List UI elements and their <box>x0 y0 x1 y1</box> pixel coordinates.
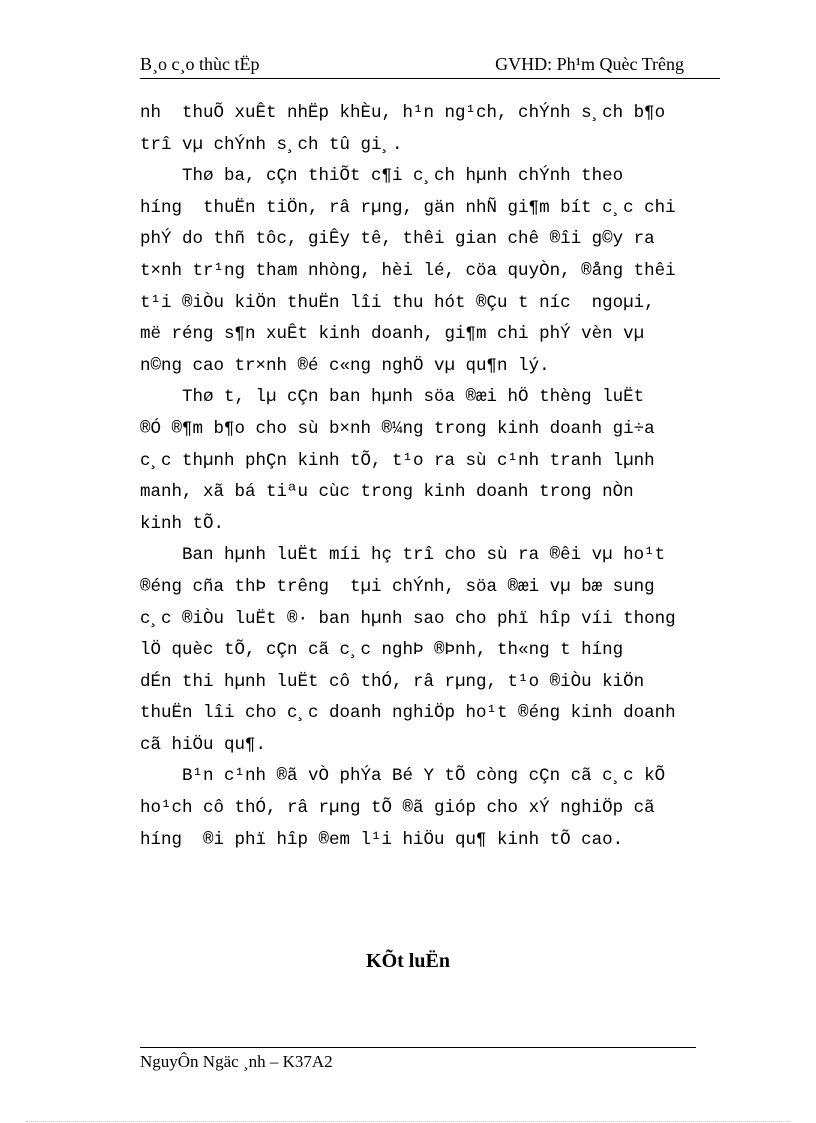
footer-divider <box>140 1047 696 1048</box>
header-report-title: B¸o c¸o thùc tËp <box>140 54 260 74</box>
body-line: c¸c thµnh phÇn kinh tÕ, t¹o ra sù c¹nh tranh lµnh <box>140 450 655 471</box>
body-line: ho¹ch cô thÓ, râ rµng tÕ ®ã gióp cho xÝ nghiÖp cã <box>140 798 655 819</box>
body-line: ®éng cña thÞ trêng tµi chÝnh, söa ®æi vµ bæ sung <box>140 576 655 597</box>
body-line: trî vµ chÝnh s¸ch tû gi¸. <box>140 134 403 155</box>
page-edge <box>26 1121 790 1122</box>
body-line: ®Ó ®¶m b¶o cho sù b×nh ®¼ng trong kinh doanh gi÷a <box>140 418 655 439</box>
footer-author: NguyÔn Ngäc ¸nh – K37A2 <box>140 1052 333 1071</box>
body-line: Thø ba, cÇn thiÕt c¶i c¸ch hµnh chÝnh theo <box>140 166 624 187</box>
body-line: phÝ do thñ tôc, giÊy tê, thêi gian chê ®îi g©y ra <box>140 229 655 250</box>
body-line: më réng s¶n xuÊt kinh doanh, gi¶m chi phÝ vèn vµ <box>140 324 645 345</box>
header-supervisor: GVHD: Ph¹m Quèc Trêng <box>495 54 684 74</box>
body-line: híng thuËn tiÖn, râ rµng, gän nhÑ gi¶m bít c¸c chi <box>140 197 676 218</box>
body-line: Ban hµnh luËt míi hç trî cho sù ra ®êi vµ ho¹t <box>140 545 666 566</box>
conclusion-heading: KÕt luËn <box>366 950 450 972</box>
body-line: cã hiÖu qu¶. <box>140 734 267 755</box>
body-line: n©ng cao tr×nh ®é c«ng nghÖ vµ qu¶n lý. <box>140 355 550 376</box>
body-line: thuËn lîi cho c¸c doanh nghiÖp ho¹t ®éng kinh doanh <box>140 703 676 724</box>
body-line: dÉn thi hµnh luËt cô thÓ, râ rµng, t¹o ®iÒu kiÖn <box>140 671 645 692</box>
body-line: B¹n c¹nh ®ã vÒ phÝa Bé Y tÕ còng cÇn cã c¸c kÕ <box>140 766 666 787</box>
body-line: manh, xã bá tiªu cùc trong kinh doanh trong nÒn <box>140 482 634 503</box>
body-line: Thø t, lµ cÇn ban hµnh söa ®æi hÖ thèng luËt <box>140 387 645 408</box>
body-line: kinh tÕ. <box>140 513 225 534</box>
body-line: híng ®i phï hîp ®em l¹i hiÖu qu¶ kinh tÕ cao. <box>140 829 624 850</box>
body-line: c¸c ®iÒu luËt ®· ban hµnh sao cho phï hîp víi thong <box>140 608 676 629</box>
body-text <box>140 98 720 856</box>
page-header <box>140 52 720 79</box>
body-line: nh thuÕ xuÊt nhËp khÈu, h¹n ng¹ch, chÝnh s¸ch b¶o <box>140 103 666 123</box>
body-line: lÖ quèc tÕ, cÇn cã c¸c nghÞ ®Þnh, th«ng t híng <box>140 640 624 661</box>
body-line: t×nh tr¹ng tham nhòng, hèi lé, cöa quyÒn, ®ång thêi <box>140 260 676 281</box>
body-line: t¹i ®iÒu kiÖn thuËn lîi thu hót ®Çu t níc ngoµi, <box>140 292 655 313</box>
